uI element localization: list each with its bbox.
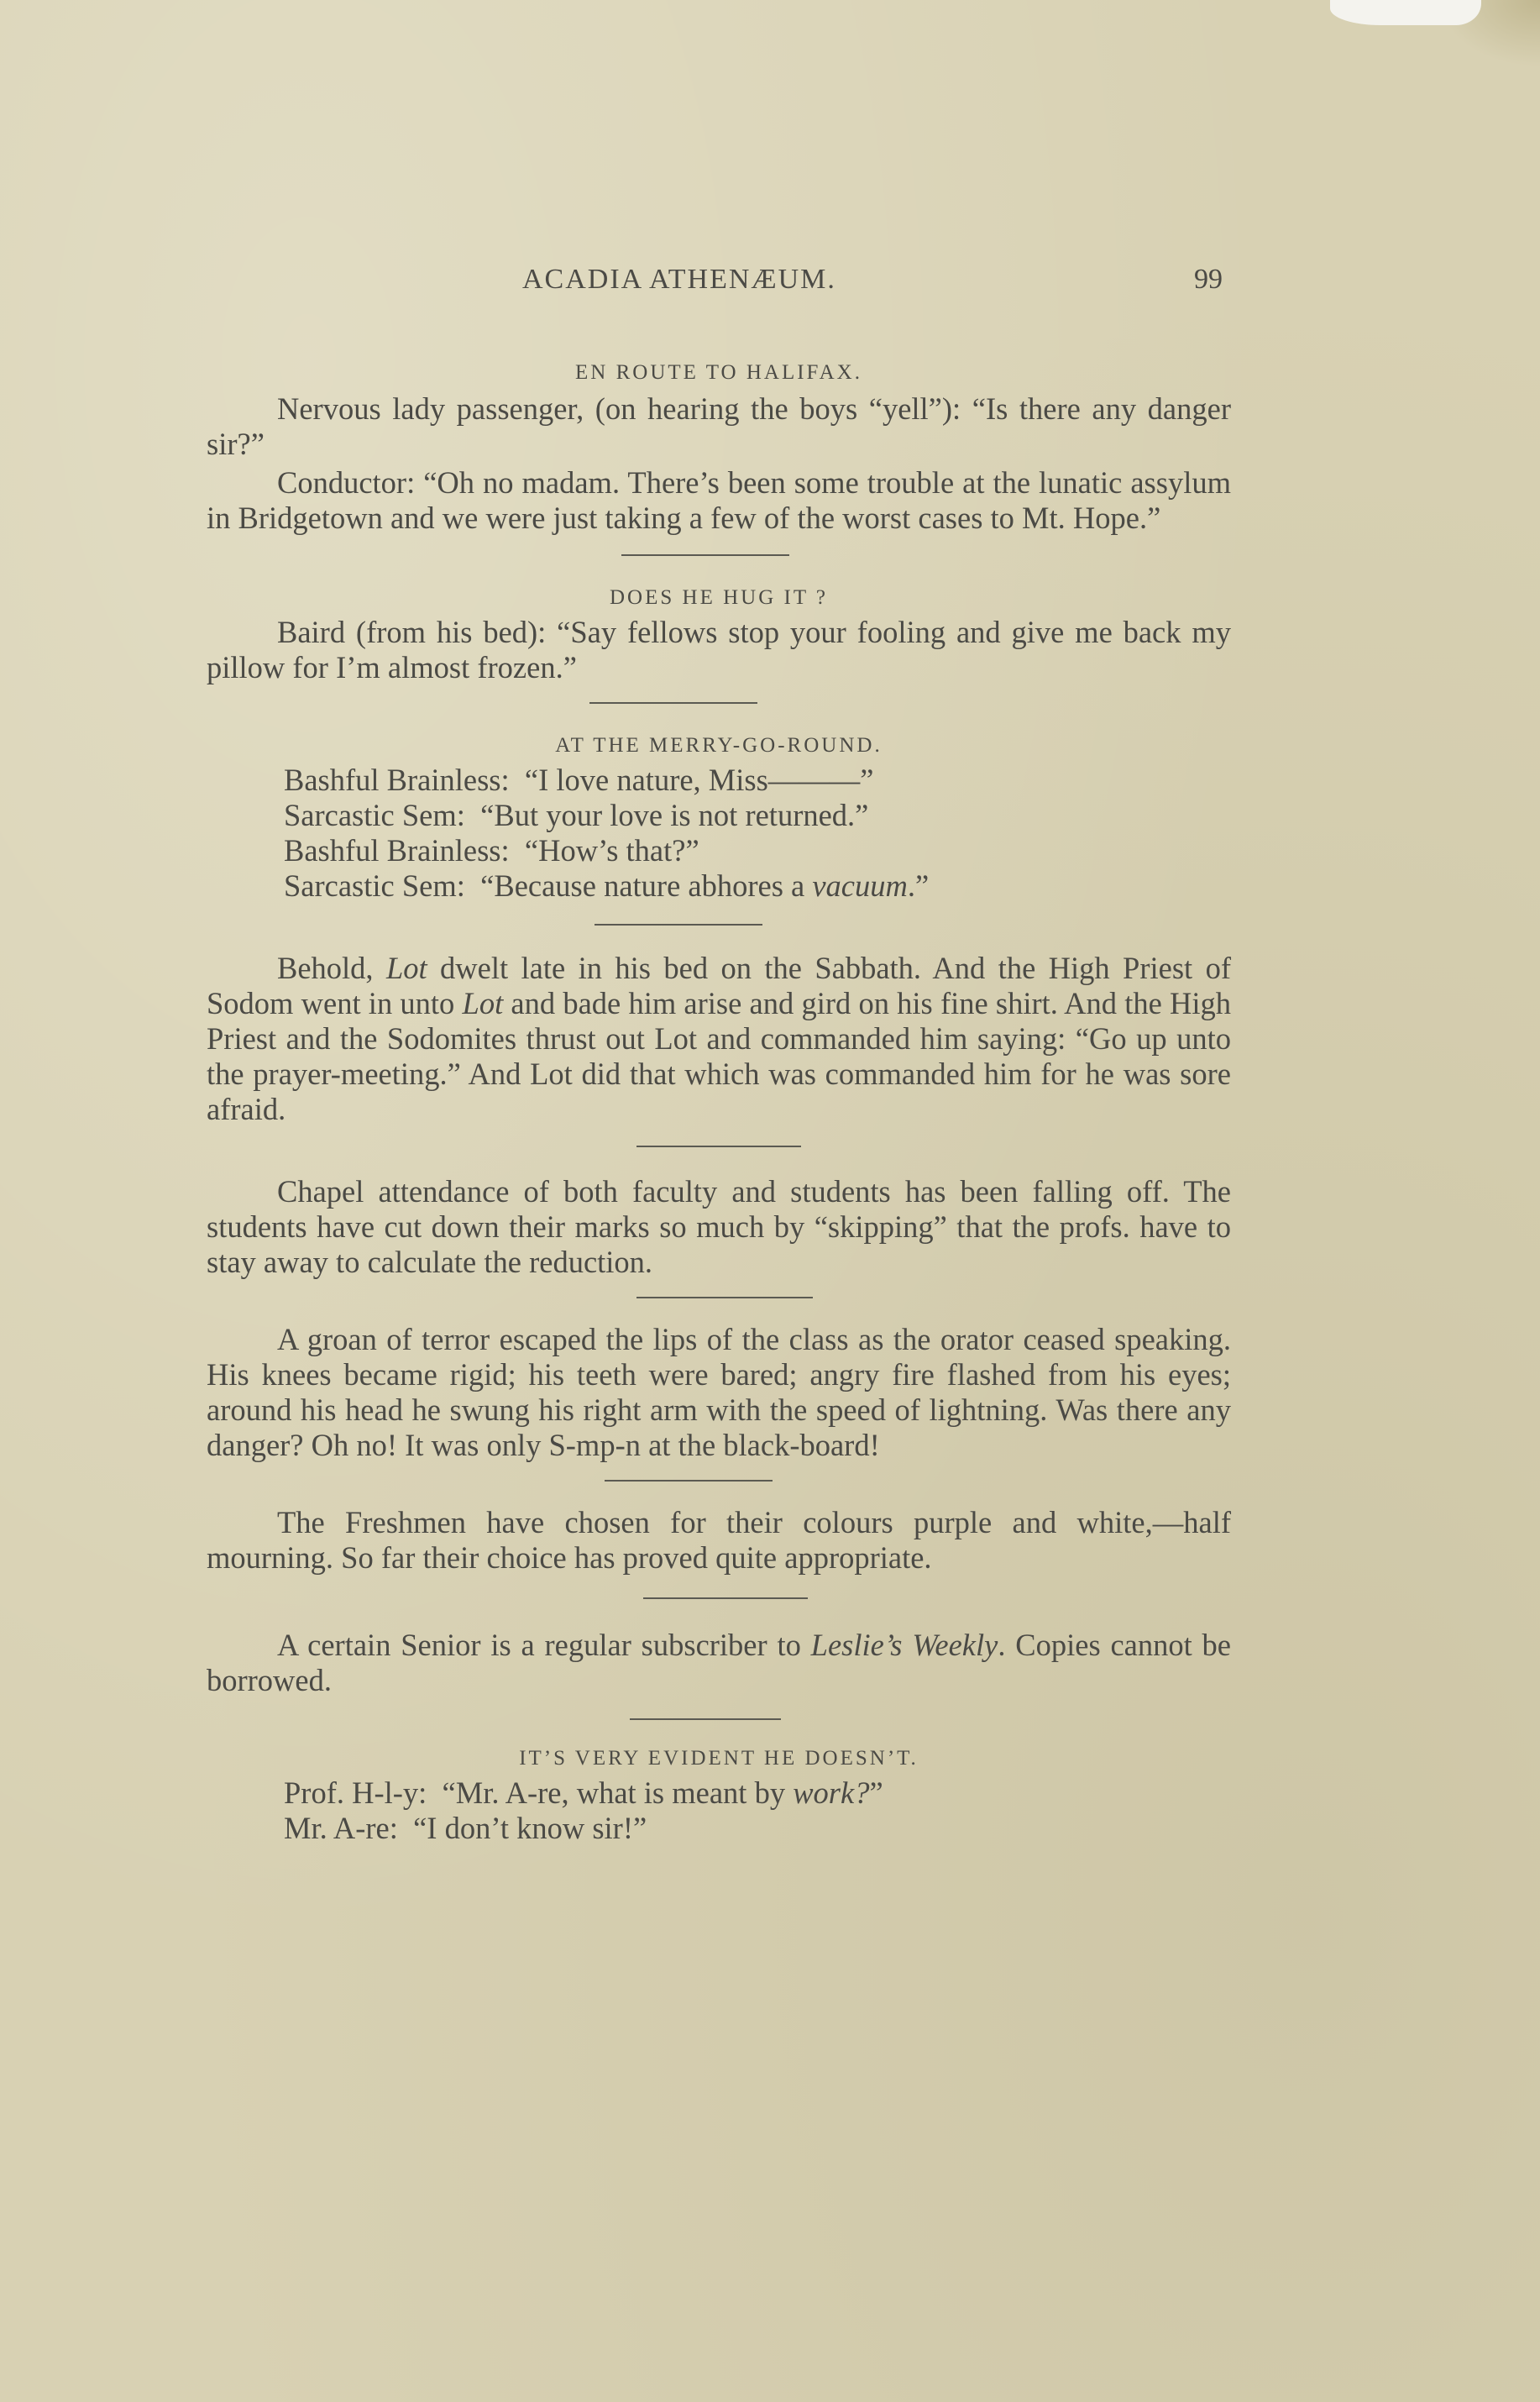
halifax-paragraph-2: Conductor: “Oh no madam. There’s been some trouble at the lunatic assylum in Bridgetown and we were just taking a few of the worst cases to Mt. Hope.” <box>207 465 1231 535</box>
merry-line-4 <box>284 868 1231 904</box>
page-content <box>207 252 1231 1846</box>
merry-line-1: Bashful Brainless: “I love nature, Miss———” <box>284 763 874 797</box>
freshmen-paragraph: The Freshmen have chosen for their colours purple and white,—half mourning. So far their choice has proved quite appropriate. <box>207 1505 1231 1575</box>
evident-line-2: Mr. A-re: “I don’t know sir!” <box>284 1811 647 1845</box>
hug-paragraph: Baird (from his bed): “Say fellows stop your fooling and give me back my pillow for I’m almost frozen.” <box>207 615 1231 684</box>
lot-name-1: Lot <box>385 951 427 985</box>
chapel-paragraph: Chapel attendance of both faculty and students has been falling off. The students have cut down their marks so much by “skipping” that the profs. have to stay away to calculate the reduction. <box>207 1174 1231 1279</box>
merry-line-4-text: Sarcastic Sem: “Because nature abhores a <box>284 868 813 903</box>
lot-text-3: and bade him arise and gird on his fine shirt. And the High Priest and the Sodomites thrust out Lot and commanded him saying: “Go up unto the prayer-meeting.” And Lot did that which was commanded him for he was sore afraid. <box>207 986 1231 1126</box>
halifax-paragraph-1: Nervous lady passenger, (on hearing the boys “yell”): “Is there any danger sir?” <box>207 391 1231 461</box>
senior-paragraph <box>207 1628 1231 1698</box>
work-word: work? <box>793 1775 870 1810</box>
lot-name-2: Lot <box>462 986 504 1020</box>
evident-line-1-text: Prof. H-l-y: “Mr. A-re, what is meant by <box>284 1775 794 1810</box>
running-head <box>207 252 1231 302</box>
evident-line-1-tail: ” <box>869 1775 883 1810</box>
merry-line-2: Sarcastic Sem: “But your love is not returned.” <box>284 798 869 832</box>
page-number: 99 <box>1194 264 1223 295</box>
merry-line-4-tail: .” <box>907 868 930 903</box>
lot-paragraph <box>207 951 1231 1127</box>
lot-text-2: dwelt late in his bed on the Sabbath. And the High Priest of Sodom went in unto <box>207 951 1231 1020</box>
merry-line-3: Bashful Brainless: “How’s that?” <box>284 833 699 868</box>
lot-text-1: Behold, <box>277 951 386 985</box>
leslies-weekly: Leslie’s Weekly <box>810 1628 998 1662</box>
vacuum-word: vacuum <box>812 868 908 903</box>
senior-text-1: A certain Senior is a regular subscriber to <box>277 1628 811 1662</box>
torn-corner <box>1330 0 1481 25</box>
heading-hug: DOES HE HUG IT ? <box>609 586 828 609</box>
senior-text-2: . Copies cannot be borrowed. <box>207 1628 1232 1697</box>
journal-title: ACADIA ATHENÆUM. <box>522 264 836 295</box>
evident-line-1 <box>284 1775 1231 1811</box>
heading-en-route: EN ROUTE TO HALIFAX. <box>575 361 862 384</box>
groan-paragraph: A groan of terror escaped the lips of the class as the orator ceased speaking. His knees became rigid; his teeth were bared; angry fire flashed from his eyes; around his head he swung his right arm with the speed of lightning. Was there any danger? Oh no! It was only S-mp-n at the black-board! <box>207 1322 1231 1462</box>
heading-merry-go-round: AT THE MERRY-GO-ROUND. <box>555 734 883 757</box>
heading-evident: IT’S VERY EVIDENT HE DOESN’T. <box>519 1747 919 1770</box>
